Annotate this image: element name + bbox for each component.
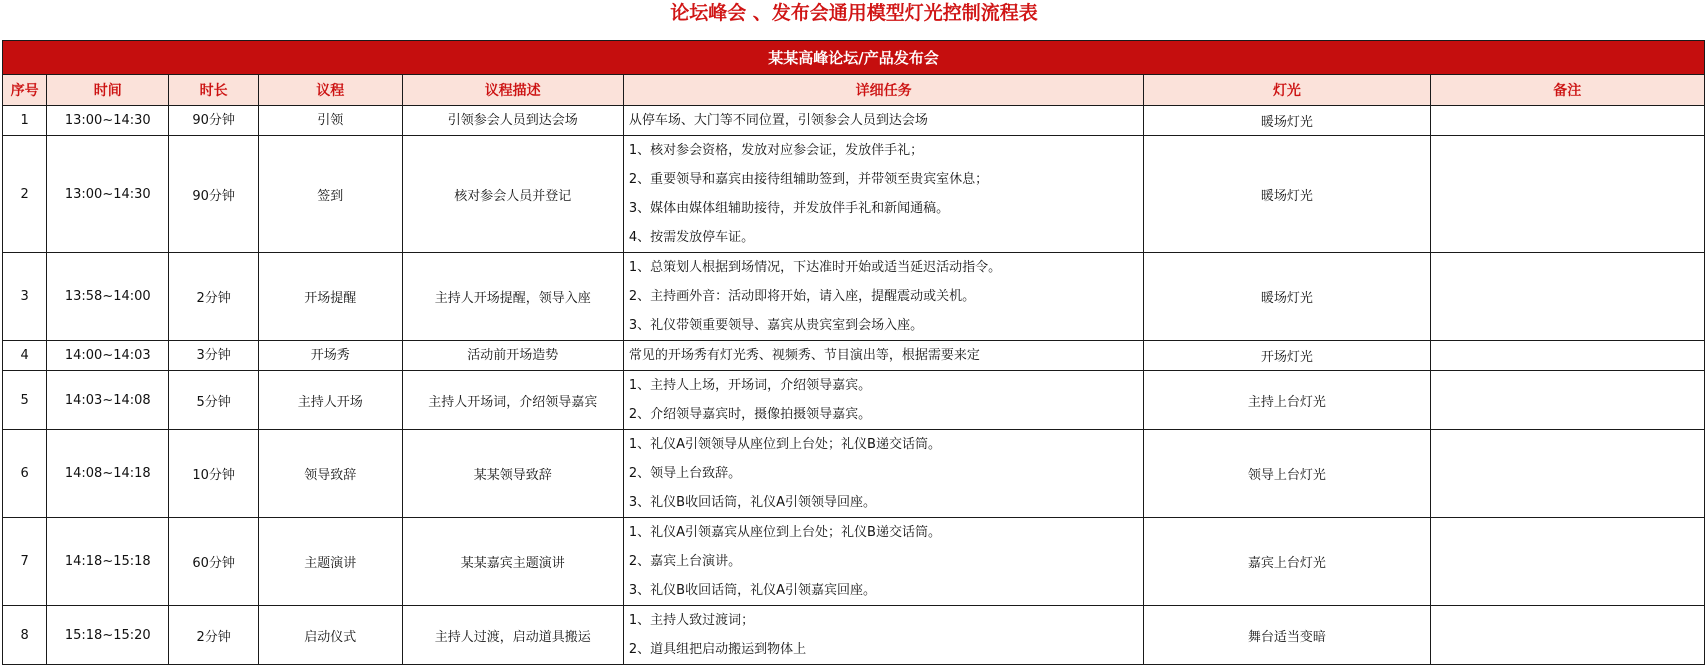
task-line: 3、媒体由媒体组辅助接待，并发放伴手礼和新闻通稿。 (628, 201, 950, 216)
row-note (1430, 341, 1704, 371)
table-row (3, 430, 1705, 518)
header-tasks: 详细任务 (623, 75, 1143, 106)
task-line: 3、礼仪带领重要领导、嘉宾从贵宾室到会场入座。 (628, 318, 924, 333)
row-number: 5 (3, 371, 47, 430)
table-row (3, 136, 1705, 253)
row-note (1430, 136, 1704, 253)
task-line: 3、礼仪B收回话筒，礼仪A引领嘉宾回座。 (628, 583, 876, 598)
row-time: 14:03~14:08 (47, 371, 169, 430)
row-description: 某某嘉宾主题演讲 (402, 518, 623, 606)
row-time: 13:58~14:00 (47, 253, 169, 341)
row-number: 8 (3, 606, 47, 665)
row-note (1430, 371, 1704, 430)
table-header-row (3, 75, 1705, 106)
row-tasks (623, 518, 1143, 606)
row-duration: 60分钟 (169, 518, 259, 606)
task-line: 3、礼仪B收回话筒，礼仪A引领领导回座。 (628, 495, 876, 510)
row-time: 15:18~15:20 (47, 606, 169, 665)
task-line: 常见的开场秀有灯光秀、视频秀、节目演出等，根据需要来定 (628, 348, 980, 363)
row-note (1430, 606, 1704, 665)
row-number: 6 (3, 430, 47, 518)
row-note (1430, 518, 1704, 606)
row-description: 主持人开场提醒，领导入座 (402, 253, 623, 341)
row-agenda: 启动仪式 (258, 606, 402, 665)
task-line: 1、礼仪A引领嘉宾从座位到上台处；礼仪B递交话筒。 (628, 525, 941, 540)
row-tasks (623, 106, 1143, 136)
header-agenda: 议程 (258, 75, 402, 106)
row-agenda: 签到 (258, 136, 402, 253)
row-note (1430, 253, 1704, 341)
row-agenda: 引领 (258, 106, 402, 136)
task-line: 2、领导上台致辞。 (628, 466, 742, 481)
table-banner: 某某高峰论坛/产品发布会 (3, 41, 1705, 75)
row-lighting: 暖场灯光 (1144, 253, 1430, 341)
row-lighting: 暖场灯光 (1144, 136, 1430, 253)
row-number: 3 (3, 253, 47, 341)
task-line: 2、重要领导和嘉宾由接待组辅助签到，并带领至贵宾室休息； (628, 172, 989, 187)
task-line: 2、嘉宾上台演讲。 (628, 554, 742, 569)
row-number: 7 (3, 518, 47, 606)
row-tasks (623, 606, 1143, 665)
table-body (3, 106, 1705, 665)
row-duration: 2分钟 (169, 606, 259, 665)
task-line: 2、介绍领导嘉宾时，摄像拍摄领导嘉宾。 (628, 407, 872, 422)
row-duration: 2分钟 (169, 253, 259, 341)
row-time: 14:18~15:18 (47, 518, 169, 606)
row-time: 13:00~14:30 (47, 136, 169, 253)
header-duration: 时长 (169, 75, 259, 106)
row-tasks (623, 430, 1143, 518)
row-duration: 10分钟 (169, 430, 259, 518)
task-line: 1、礼仪A引领领导从座位到上台处；礼仪B递交话筒。 (628, 437, 941, 452)
row-duration: 5分钟 (169, 371, 259, 430)
row-tasks (623, 253, 1143, 341)
row-note (1430, 106, 1704, 136)
row-lighting: 领导上台灯光 (1144, 430, 1430, 518)
row-tasks (623, 136, 1143, 253)
row-time: 13:00~14:30 (47, 106, 169, 136)
table-row (3, 106, 1705, 136)
row-lighting: 嘉宾上台灯光 (1144, 518, 1430, 606)
header-time: 时间 (47, 75, 169, 106)
table-row (3, 371, 1705, 430)
row-note (1430, 430, 1704, 518)
row-number: 4 (3, 341, 47, 371)
table-row (3, 518, 1705, 606)
row-agenda: 主持人开场 (258, 371, 402, 430)
page-title: 论坛峰会 、发布会通用模型灯光控制流程表 (670, 2, 1038, 24)
table-row (3, 253, 1705, 341)
row-duration: 90分钟 (169, 106, 259, 136)
header-description: 议程描述 (402, 75, 623, 106)
task-line: 1、主持人致过渡词； (628, 613, 755, 628)
row-agenda: 开场提醒 (258, 253, 402, 341)
task-line: 从停车场、大门等不同位置，引领参会人员到达会场 (628, 113, 928, 128)
table-row (3, 341, 1705, 371)
row-description: 核对参会人员并登记 (402, 136, 623, 253)
row-description: 活动前开场造势 (402, 341, 623, 371)
task-line: 2、道具组把启动搬运到物体上 (628, 642, 807, 657)
task-line: 2、主持画外音：活动即将开始，请入座，提醒震动或关机。 (628, 289, 976, 304)
row-description: 主持人开场词，介绍领导嘉宾 (402, 371, 623, 430)
row-agenda: 主题演讲 (258, 518, 402, 606)
row-tasks (623, 371, 1143, 430)
row-duration: 90分钟 (169, 136, 259, 253)
row-duration: 3分钟 (169, 341, 259, 371)
row-agenda: 开场秀 (258, 341, 402, 371)
row-number: 2 (3, 136, 47, 253)
row-lighting: 暖场灯光 (1144, 106, 1430, 136)
row-number: 1 (3, 106, 47, 136)
row-lighting: 主持上台灯光 (1144, 371, 1430, 430)
row-time: 14:00~14:03 (47, 341, 169, 371)
task-line: 1、核对参会资格，发放对应参会证，发放伴手礼； (628, 143, 924, 158)
row-tasks (623, 341, 1143, 371)
row-description: 某某领导致辞 (402, 430, 623, 518)
row-description: 引领参会人员到达会场 (402, 106, 623, 136)
header-notes: 备注 (1430, 75, 1704, 106)
row-time: 14:08~14:18 (47, 430, 169, 518)
header-no: 序号 (3, 75, 47, 106)
row-agenda: 领导致辞 (258, 430, 402, 518)
task-line: 1、主持人上场，开场词，介绍领导嘉宾。 (628, 378, 872, 393)
row-description: 主持人过渡，启动道具搬运 (402, 606, 623, 665)
row-lighting: 舞台适当变暗 (1144, 606, 1430, 665)
task-line: 4、按需发放停车证。 (628, 230, 755, 245)
lighting-control-table (2, 40, 1705, 665)
row-lighting: 开场灯光 (1144, 341, 1430, 371)
header-lighting: 灯光 (1144, 75, 1430, 106)
table-row (3, 606, 1705, 665)
task-line: 1、总策划人根据到场情况，下达准时开始或适当延迟活动指令。 (628, 260, 1002, 275)
